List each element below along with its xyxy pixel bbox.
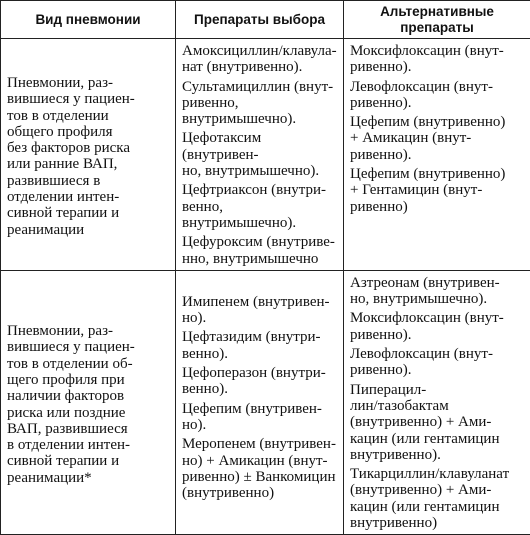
choice-drug-item: Имипенем (внутривен- но). bbox=[182, 294, 337, 327]
pneumonia-type-text: Пневмонии, раз- вившиеся у пациен- тов в отделении общего профиля без факторов риска или ранние ВАП, развившиеся в отделении интен- сивной терапии и реанимации bbox=[7, 75, 169, 238]
choice-drug-item: Цефепим (внутривен- но). bbox=[182, 401, 337, 434]
alternative-drug-item: Цефепим (внутривенно) + Амикацин (внут- ривенно). bbox=[350, 114, 524, 163]
choice-drug-item: Сультамициллин (внут- ривенно, внутримышечно). bbox=[182, 79, 337, 128]
choice-drug-item: Цефотаксим (внутривен- но, внутримышечно). bbox=[182, 130, 337, 179]
alternative-drug-item: Моксифлоксацин (внут- ривенно). bbox=[350, 43, 524, 76]
table-body bbox=[1, 39, 530, 535]
pneumonia-type-text: Пневмонии, раз- вившиеся у пациен- тов в отделении об- щего профиля при наличии факторов риска или поздние ВАП, развившиеся в отделении интен- сивной терапии и реанимации* bbox=[7, 323, 169, 486]
alternative-drug-item: Пиперацил- лин/тазобактам (внутривенно) + Ами- кацин (или гентамицин внутривенно). bbox=[350, 382, 524, 463]
choice-drugs-cell bbox=[176, 270, 344, 534]
alternative-drug-item: Моксифлоксацин (внут- ривенно). bbox=[350, 310, 524, 343]
alternative-drug-item: Азтреонам (внутривен- но, внутримышечно). bbox=[350, 275, 524, 308]
header-choice: Препараты выбора bbox=[176, 1, 344, 39]
choice-drug-item: Цефуроксим (внутриве- нно, внутримышечно bbox=[182, 234, 337, 267]
table-header bbox=[1, 1, 530, 39]
choice-drug-item: Амоксициллин/клавула- нат (внутривенно). bbox=[182, 43, 337, 76]
table-row bbox=[1, 39, 530, 271]
choice-drugs-cell bbox=[176, 39, 344, 271]
alternative-drug-item: Цефепим (внутривенно) + Гентамицин (внут- ривенно) bbox=[350, 166, 524, 215]
alternative-drugs-cell bbox=[344, 39, 530, 271]
choice-drug-item: Цефтазидим (внутри- венно). bbox=[182, 329, 337, 362]
choice-drug-item: Меропенем (внутривен- но) + Амикацин (внут- ривенно) ± Ванкомицин (внутривенно) bbox=[182, 436, 337, 501]
table-row bbox=[1, 270, 530, 534]
choice-drug-item: Цефтриаксон (внутри- венно, внутримышечно). bbox=[182, 182, 337, 231]
header-row bbox=[1, 1, 530, 39]
pneumonia-type-cell bbox=[1, 39, 176, 271]
alternative-drug-item: Тикарциллин/клавуланат (внутривенно) + Ами- кацин (или гентамицин внутривенно) bbox=[350, 466, 524, 531]
alternative-drugs-cell bbox=[344, 270, 530, 534]
alternative-drug-item: Левофлоксацин (внут- ривенно). bbox=[350, 79, 524, 112]
header-alternative: Альтернативные препараты bbox=[344, 1, 530, 39]
choice-drug-item: Цефоперазон (внутри- венно). bbox=[182, 365, 337, 398]
pneumonia-type-cell bbox=[1, 270, 176, 534]
alternative-drug-item: Левофлоксацин (внут- ривенно). bbox=[350, 346, 524, 379]
header-type: Вид пневмонии bbox=[1, 1, 176, 39]
